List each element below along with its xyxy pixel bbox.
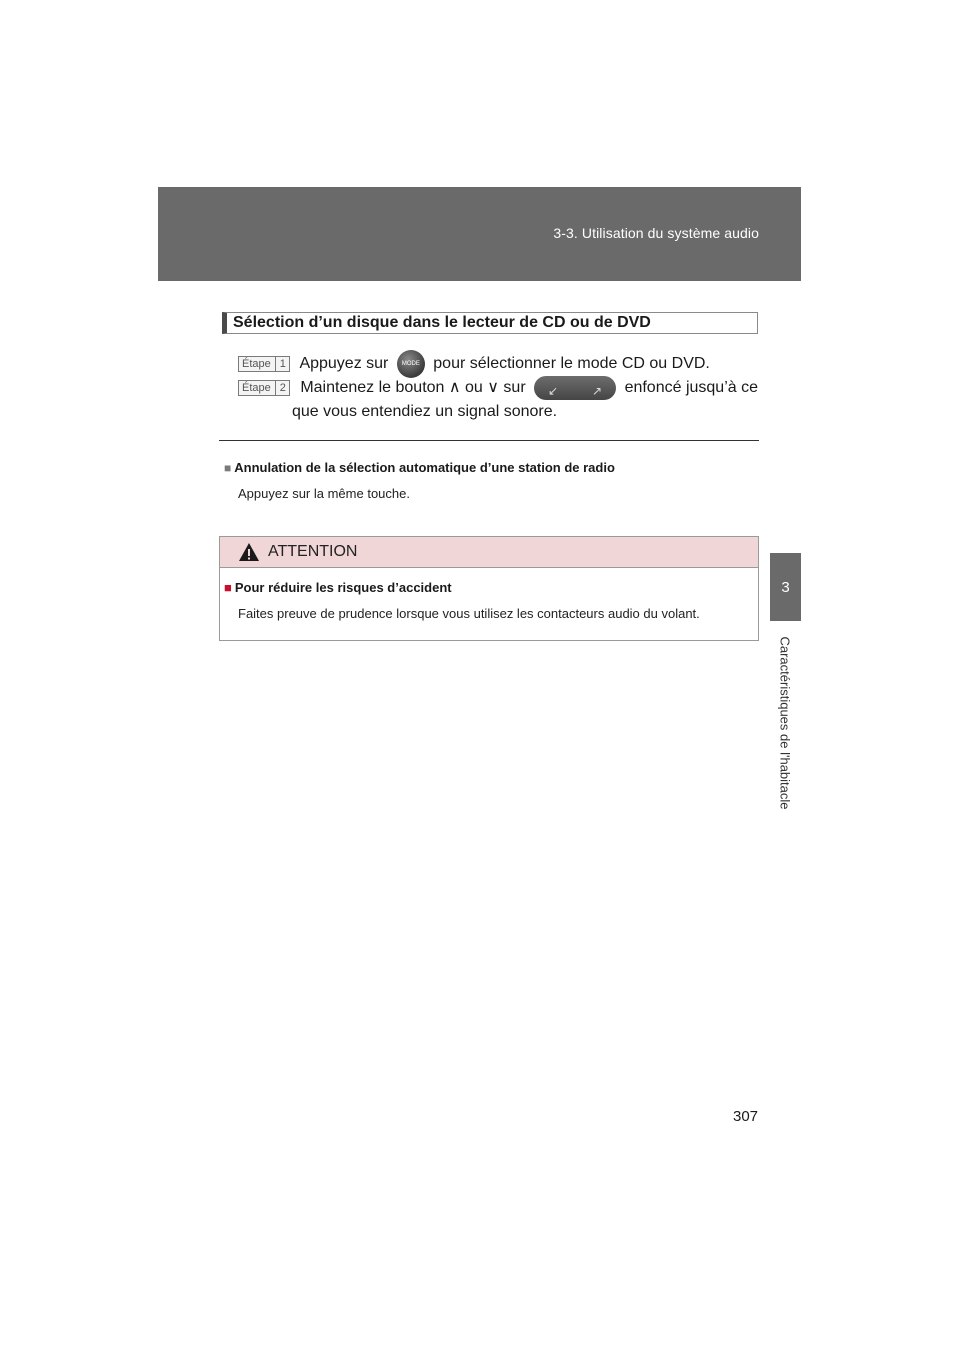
caution-box: [219, 536, 759, 641]
page-number: 307: [733, 1108, 759, 1125]
caution-heading: ■ Pour réduire les risques d’accident: [224, 580, 452, 595]
chapter-tab: [770, 553, 801, 621]
step-1: [238, 350, 710, 378]
caution-title: ATTENTION: [268, 543, 358, 560]
note-body: Appuyez sur la même touche.: [238, 486, 410, 501]
header-section-title: 3-3. Utilisation du système audio: [553, 225, 759, 241]
divider: [219, 440, 759, 441]
steering-switch-icon: ↙ ↗: [534, 376, 616, 400]
note-heading: ■ Annulation de la sélection automatique d’une station de radio: [224, 460, 615, 475]
step-2: [238, 376, 758, 400]
mode-button-icon: MODE: [397, 350, 425, 378]
step-2-pre: Maintenez le bouton ∧ ou ∨ sur: [300, 379, 526, 397]
square-bullet-icon: ■: [224, 580, 232, 595]
square-bullet-icon: ■: [224, 461, 232, 475]
step-1-pre: Appuyez sur: [299, 355, 389, 373]
step-badge: Étape 1: [238, 356, 290, 372]
step-2-continuation: que vous entendiez un signal sonore.: [292, 403, 558, 420]
caution-body: Faites preuve de prudence lorsque vous utilisez les contacteurs audio du volant.: [238, 606, 700, 621]
chapter-label: Caractéristiques de l'habitacle: [777, 636, 793, 810]
step-2-post: enfoncé jusqu’à ce: [624, 379, 758, 397]
caution-header: [220, 537, 758, 568]
warning-icon: [238, 542, 260, 562]
chapter-number: 3: [781, 578, 790, 596]
step-1-post: pour sélectionner le mode CD ou DVD.: [433, 355, 710, 373]
header-band: [158, 187, 801, 281]
section-title: Sélection d’un disque dans le lecteur de CD ou de DVD: [222, 312, 758, 334]
step-badge: Étape 2: [238, 380, 290, 396]
